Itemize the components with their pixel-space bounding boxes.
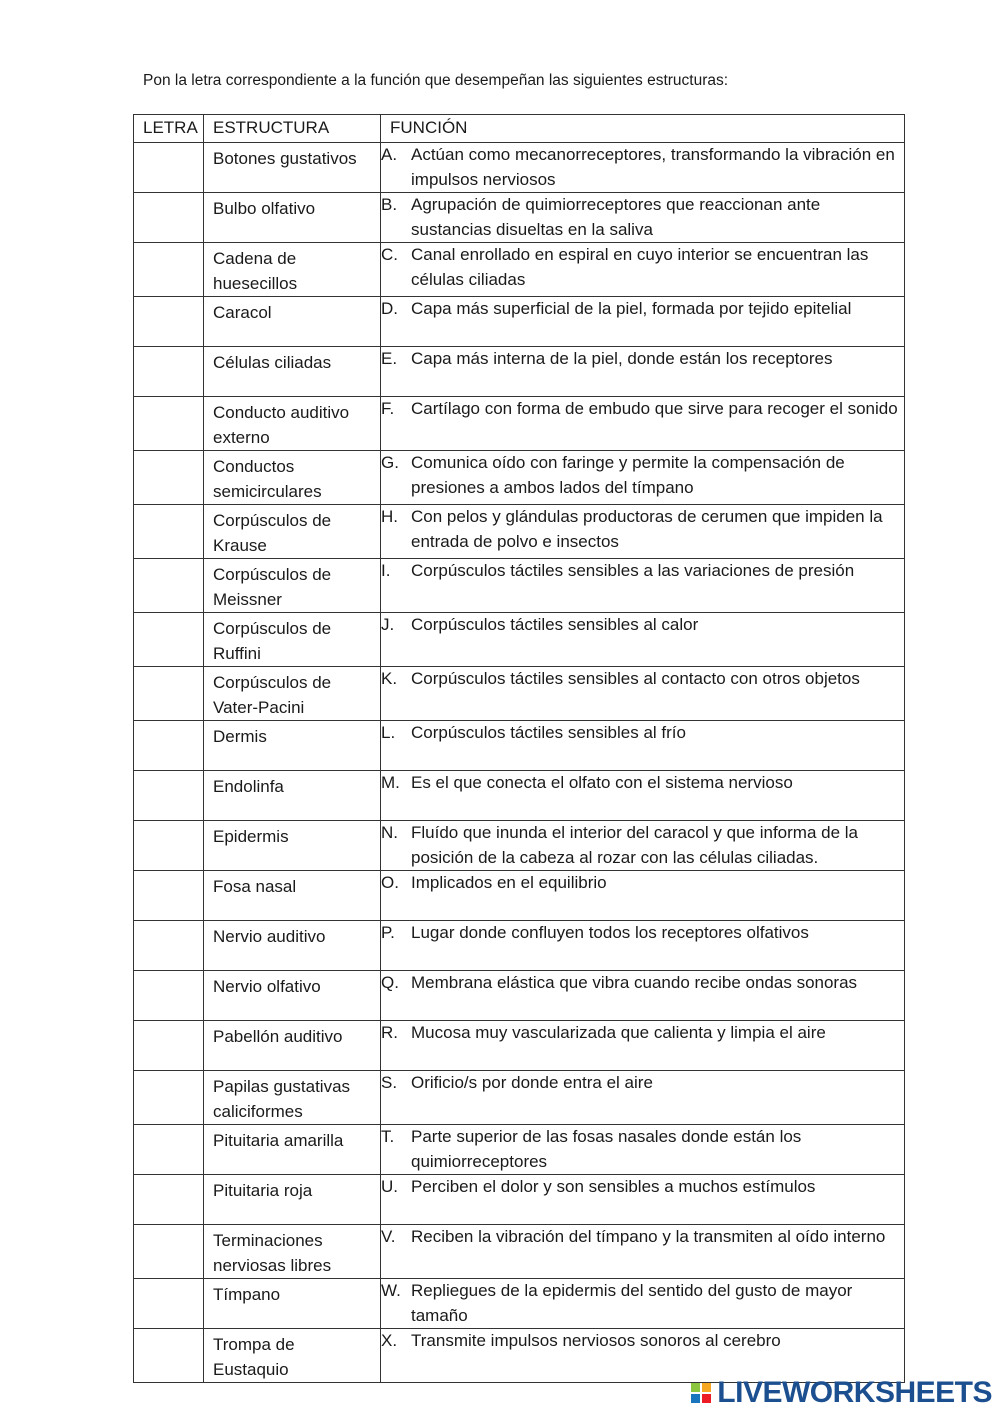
function-description: Corpúsculos táctiles sensibles a las variaciones de presión: [411, 561, 855, 580]
header-letra: LETRA: [134, 115, 204, 143]
table-row: [134, 297, 905, 347]
table-row: [134, 613, 905, 667]
liveworksheets-logo: [691, 1376, 992, 1410]
structure-cell: [204, 1125, 381, 1175]
function-description: Reciben la vibración del tímpano y la transmiten al oído interno: [411, 1227, 886, 1246]
table-header-row: [134, 115, 905, 143]
letter-answer-cell[interactable]: [134, 771, 204, 821]
structure-cell: [204, 243, 381, 297]
function-cell: [381, 871, 905, 921]
header-funcion: FUNCIÓN: [381, 115, 905, 143]
function-letter: I.: [381, 561, 391, 580]
function-cell: [381, 721, 905, 771]
letter-answer-cell[interactable]: [134, 1175, 204, 1225]
table-row: [134, 667, 905, 721]
table-row: [134, 921, 905, 971]
function-letter: S.: [381, 1073, 398, 1092]
letter-answer-cell[interactable]: [134, 143, 204, 193]
logo-mark-icon: [691, 1383, 711, 1403]
letter-answer-cell[interactable]: [134, 297, 204, 347]
function-letter: A.: [381, 145, 398, 164]
structure-name: Pituitaria amarilla: [213, 1131, 344, 1150]
structure-name: Bulbo olfativo: [213, 199, 316, 218]
letter-answer-input[interactable]: [134, 1125, 203, 1174]
function-description: Membrana elástica que vibra cuando recibe ondas sonoras: [411, 973, 858, 992]
table-row: [134, 971, 905, 1021]
letter-answer-input[interactable]: [134, 193, 203, 242]
table-row: [134, 451, 905, 505]
function-cell: [381, 771, 905, 821]
structure-name: Nervio auditivo: [213, 927, 326, 946]
function-description: Cartílago con forma de embudo que sirve para recoger el sonido: [411, 399, 898, 418]
table-row: [134, 1175, 905, 1225]
structure-name: Pabellón auditivo: [213, 1027, 343, 1046]
function-cell: [381, 505, 905, 559]
letter-answer-input[interactable]: [134, 559, 203, 612]
table-row: [134, 771, 905, 821]
structure-name: Dermis: [213, 727, 267, 746]
letter-answer-input[interactable]: [134, 921, 203, 970]
function-description: Agrupación de quimiorreceptores que reaccionan ante sustancias disueltas en la saliva: [411, 195, 821, 239]
function-letter: E.: [381, 349, 398, 368]
function-letter: R.: [381, 1023, 398, 1042]
structure-name: Corpúsculos de Meissner: [213, 565, 332, 609]
structure-name: Pituitaria roja: [213, 1181, 313, 1200]
structure-cell: [204, 1071, 381, 1125]
logo-text: LIVEWORKSHEETS: [717, 1376, 992, 1409]
letter-answer-input[interactable]: [134, 347, 203, 396]
letter-answer-cell[interactable]: [134, 243, 204, 297]
letter-answer-input[interactable]: [134, 397, 203, 450]
table-row: [134, 1021, 905, 1071]
structure-name: Botones gustativos: [213, 149, 357, 168]
function-description: Corpúsculos táctiles sensibles al frío: [411, 723, 686, 742]
table-row: [134, 821, 905, 871]
letter-answer-cell[interactable]: [134, 1279, 204, 1329]
structure-cell: [204, 1279, 381, 1329]
instruction-text: Pon la letra correspondiente a la función que desempeñan las siguientes estructuras:: [143, 72, 729, 89]
function-description: Capa más interna de la piel, donde están los receptores: [411, 349, 833, 368]
function-cell: [381, 297, 905, 347]
function-description: Mucosa muy vascularizada que calienta y limpia el aire: [411, 1023, 826, 1042]
letter-answer-cell[interactable]: [134, 347, 204, 397]
structure-cell: [204, 1021, 381, 1071]
function-cell: [381, 667, 905, 721]
function-letter: B.: [381, 195, 398, 214]
structure-cell: [204, 451, 381, 505]
table-row: [134, 397, 905, 451]
letter-answer-input[interactable]: [134, 243, 203, 296]
function-description: Fluído que inunda el interior del caracol y que informa de la posición de la cabeza al rozar con las células ciliadas.: [411, 823, 858, 867]
structure-name: Conductos semicirculares: [213, 457, 322, 501]
structure-cell: [204, 1329, 381, 1383]
function-letter: C.: [381, 245, 398, 264]
structure-cell: [204, 193, 381, 243]
letter-answer-input[interactable]: [134, 667, 203, 720]
letter-answer-input[interactable]: [134, 613, 203, 666]
table-row: [134, 559, 905, 613]
structure-name: Cadena de huesecillos: [213, 249, 298, 293]
header-estructura: ESTRUCTURA: [204, 115, 381, 143]
letter-answer-input[interactable]: [134, 1021, 203, 1070]
letter-answer-cell[interactable]: [134, 1071, 204, 1125]
structure-cell: [204, 397, 381, 451]
letter-answer-cell[interactable]: [134, 721, 204, 771]
function-letter: W.: [381, 1281, 401, 1300]
structure-name: Células ciliadas: [213, 353, 332, 372]
function-letter: V.: [381, 1227, 396, 1246]
function-description: Canal enrollado en espiral en cuyo interior se encuentran las células ciliadas: [411, 245, 869, 289]
function-description: Orificio/s por donde entra el aire: [411, 1073, 653, 1092]
table-row: [134, 505, 905, 559]
function-letter: G.: [381, 453, 399, 472]
structure-cell: [204, 347, 381, 397]
letter-answer-input[interactable]: [134, 1329, 203, 1382]
letter-answer-cell[interactable]: [134, 921, 204, 971]
letter-answer-input[interactable]: [134, 1175, 203, 1224]
function-letter: P.: [381, 923, 395, 942]
letter-answer-cell[interactable]: [134, 505, 204, 559]
function-letter: K.: [381, 669, 398, 688]
structure-name: Terminaciones nerviosas libres: [213, 1231, 332, 1275]
function-description: Lugar donde confluyen todos los receptores olfativos: [411, 923, 809, 942]
letter-answer-cell[interactable]: [134, 1021, 204, 1071]
function-letter: T.: [381, 1127, 395, 1146]
matching-table: [133, 114, 905, 1383]
function-letter: O.: [381, 873, 399, 892]
structure-name: Conducto auditivo externo: [213, 403, 350, 447]
table-row: [134, 1329, 905, 1383]
table-row: [134, 721, 905, 771]
letter-answer-input[interactable]: [134, 821, 203, 870]
structure-cell: [204, 143, 381, 193]
letter-answer-cell[interactable]: [134, 871, 204, 921]
function-cell: [381, 193, 905, 243]
structure-name: Corpúsculos de Krause: [213, 511, 332, 555]
letter-answer-cell[interactable]: [134, 1125, 204, 1175]
table-row: [134, 347, 905, 397]
function-description: Con pelos y glándulas productoras de cerumen que impiden la entrada de polvo e insectos: [411, 507, 883, 551]
structure-cell: [204, 613, 381, 667]
table-row: [134, 243, 905, 297]
letter-answer-input[interactable]: [134, 505, 203, 558]
function-letter: N.: [381, 823, 398, 842]
letter-answer-input[interactable]: [134, 143, 203, 192]
structure-cell: [204, 667, 381, 721]
function-description: Capa más superficial de la piel, formada por tejido epitelial: [411, 299, 852, 318]
letter-answer-cell[interactable]: [134, 193, 204, 243]
function-cell: [381, 243, 905, 297]
letter-answer-cell[interactable]: [134, 667, 204, 721]
function-description: Comunica oído con faringe y permite la compensación de presiones a ambos lados del tímpano: [411, 453, 845, 497]
function-letter: F.: [381, 399, 395, 418]
table-row: [134, 1279, 905, 1329]
structure-name: Caracol: [213, 303, 272, 322]
letter-answer-input[interactable]: [134, 1225, 203, 1278]
function-letter: Q.: [381, 973, 399, 992]
function-description: Actúan como mecanorreceptores, transformando la vibración en impulsos nerviosos: [411, 145, 895, 189]
function-letter: L.: [381, 723, 396, 742]
function-cell: [381, 971, 905, 1021]
structure-cell: [204, 821, 381, 871]
table-row: [134, 143, 905, 193]
letter-answer-input[interactable]: [134, 971, 203, 1020]
structure-name: Trompa de Eustaquio: [213, 1335, 295, 1379]
table-row: [134, 1071, 905, 1125]
letter-answer-cell[interactable]: [134, 821, 204, 871]
letter-answer-cell[interactable]: [134, 559, 204, 613]
function-cell: [381, 613, 905, 667]
letter-answer-input[interactable]: [134, 297, 203, 346]
letter-answer-cell[interactable]: [134, 613, 204, 667]
function-letter: M.: [381, 773, 400, 792]
structure-cell: [204, 971, 381, 1021]
function-cell: [381, 1071, 905, 1125]
structure-cell: [204, 1175, 381, 1225]
function-cell: [381, 1125, 905, 1175]
letter-answer-input[interactable]: [134, 451, 203, 504]
structure-name: Corpúsculos de Ruffini: [213, 619, 332, 663]
function-description: Es el que conecta el olfato con el sistema nervioso: [411, 773, 793, 792]
function-cell: [381, 347, 905, 397]
structure-cell: [204, 921, 381, 971]
letter-answer-input[interactable]: [134, 871, 203, 920]
function-cell: [381, 1279, 905, 1329]
function-cell: [381, 1225, 905, 1279]
table-row: [134, 193, 905, 243]
structure-cell: [204, 297, 381, 347]
function-cell: [381, 821, 905, 871]
function-description: Corpúsculos táctiles sensibles al contacto con otros objetos: [411, 669, 860, 688]
function-cell: [381, 451, 905, 505]
structure-name: Nervio olfativo: [213, 977, 321, 996]
letter-answer-input[interactable]: [134, 1279, 203, 1328]
structure-name: Endolinfa: [213, 777, 284, 796]
function-description: Corpúsculos táctiles sensibles al calor: [411, 615, 699, 634]
function-description: Perciben el dolor y son sensibles a muchos estímulos: [411, 1177, 816, 1196]
function-letter: J.: [381, 615, 395, 634]
table-row: [134, 1225, 905, 1279]
letter-answer-cell[interactable]: [134, 397, 204, 451]
function-description: Parte superior de las fosas nasales donde están los quimiorreceptores: [411, 1127, 802, 1171]
letter-answer-cell[interactable]: [134, 1329, 204, 1383]
function-description: Repliegues de la epidermis del sentido del gusto de mayor tamaño: [411, 1281, 853, 1325]
function-description: Implicados en el equilibrio: [411, 873, 607, 892]
letter-answer-input[interactable]: [134, 1071, 203, 1124]
function-cell: [381, 921, 905, 971]
structure-cell: [204, 1225, 381, 1279]
letter-answer-cell[interactable]: [134, 451, 204, 505]
structure-name: Papilas gustativas caliciformes: [213, 1077, 351, 1121]
structure-name: Tímpano: [213, 1285, 281, 1304]
structure-name: Epidermis: [213, 827, 289, 846]
letter-answer-input[interactable]: [134, 721, 203, 770]
function-cell: [381, 1175, 905, 1225]
function-cell: [381, 143, 905, 193]
function-cell: [381, 1329, 905, 1383]
function-cell: [381, 1021, 905, 1071]
letter-answer-cell[interactable]: [134, 1225, 204, 1279]
structure-cell: [204, 505, 381, 559]
table-row: [134, 871, 905, 921]
structure-cell: [204, 721, 381, 771]
function-letter: D.: [381, 299, 398, 318]
structure-cell: [204, 871, 381, 921]
function-letter: X.: [381, 1331, 398, 1350]
structure-name: Corpúsculos de Vater-Pacini: [213, 673, 332, 717]
structure-cell: [204, 559, 381, 613]
letter-answer-cell[interactable]: [134, 971, 204, 1021]
structure-name: Fosa nasal: [213, 877, 297, 896]
function-cell: [381, 397, 905, 451]
table-row: [134, 1125, 905, 1175]
structure-cell: [204, 771, 381, 821]
function-description: Transmite impulsos nerviosos sonoros al cerebro: [411, 1331, 781, 1350]
function-letter: U.: [381, 1177, 398, 1196]
letter-answer-input[interactable]: [134, 771, 203, 820]
function-letter: H.: [381, 507, 398, 526]
function-cell: [381, 559, 905, 613]
